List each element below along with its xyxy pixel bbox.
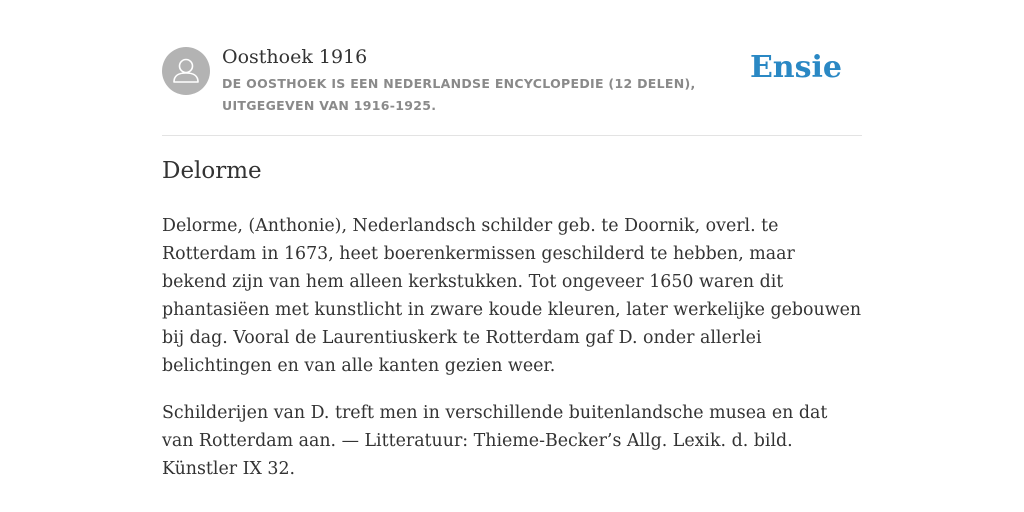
article-title: Delorme [162, 158, 262, 184]
source-header [162, 44, 862, 136]
article-paragraph: Delorme, (Anthonie), Nederlandsch schilder geb. te Doornik, overl. te Rotterdam in 1673, heet boerenkermissen geschilderd te hebben, maar bekend zijn van hem alleen kerkstukken. Tot ongeveer 1650 waren dit phantasiëen met kunstlicht in zware koude kleuren, later werkelijke gebouwen bij dag. Vooral de Laurentiuskerk te Rotterdam gaf D. onder allerlei belichtingen en van alle kanten gezien weer. [162, 216, 862, 376]
user-icon[interactable] [162, 47, 210, 95]
source-description: DE OOSTHOEK IS EEN NEDERLANDSE ENCYCLOPEDIE (12 DELEN), UITGEGEVEN VAN 1916-1925. [222, 76, 696, 113]
article-body [162, 212, 864, 502]
ensie-logo[interactable]: Ensie [749, 50, 842, 85]
source-title[interactable]: Oosthoek 1916 [222, 46, 368, 68]
article-paragraph: Schilderijen van D. treft men in verschillende buitenlandsche musea en dat van Rotterdam aan. — Litteratuur: Thieme-Becker’s Allg. Lexik. d. bild. Künstler IX 32. [162, 403, 828, 479]
